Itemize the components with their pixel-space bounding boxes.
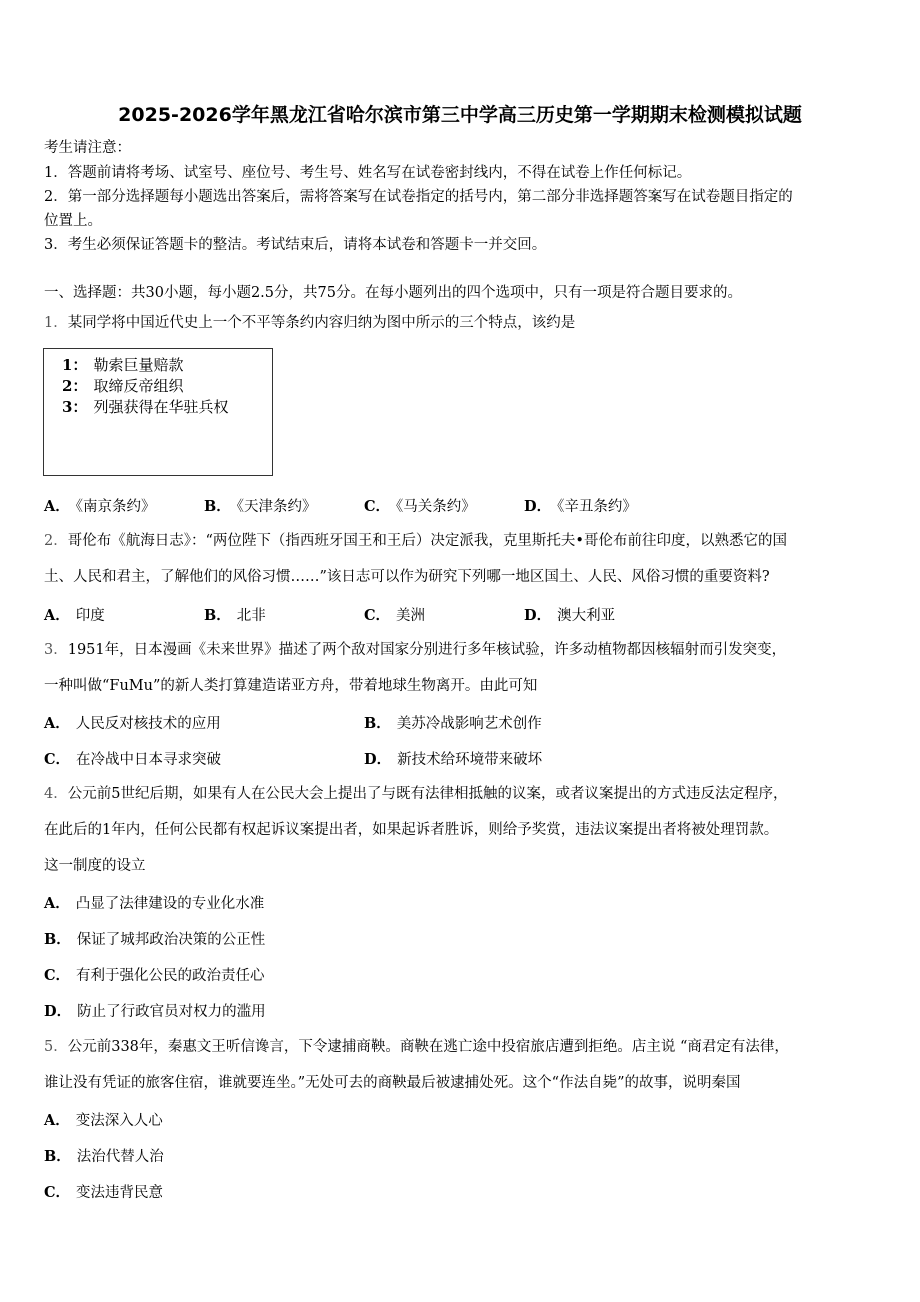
question-text: 这一制度的设立	[44, 858, 146, 874]
option-d: D． 新技术给环境带来破坏	[364, 751, 543, 768]
question-2	[44, 531, 787, 551]
question-text: 某同学将中国近代史上一个不平等条约内容归纳为图中所示的三个特点，该约是	[67, 315, 576, 331]
option-b: B． 法治代替人治	[44, 1148, 164, 1165]
notice-item: 位置上。	[44, 213, 102, 229]
question-5	[44, 1037, 789, 1057]
option-a: A． 人民反对核技术的应用	[44, 715, 221, 732]
option-d: D． 防止了行政官员对权力的滥用	[44, 1003, 266, 1020]
question-number: 5．	[44, 1039, 68, 1055]
option-c: C． 在冷战中日本寻求突破	[44, 751, 222, 768]
notice-item: 1．答题前请将考场、试室号、座位号、考生号、姓名写在试卷密封线内，不得在试卷上作任何标记。	[44, 165, 692, 181]
page-title: 2025-2026学年黑龙江省哈尔滨市第三中学高三历史第一学期期末检测模拟试题	[118, 104, 802, 126]
option-c: C． 变法违背民意	[44, 1184, 164, 1201]
option-b: B． 《天津条约》	[204, 498, 317, 515]
question-text: 1951年，日本漫画《未来世界》描述了两个敌对国家分别进行多年核试验，许多动植物都因核辐射而引发突变，	[67, 642, 787, 658]
question-4	[44, 784, 787, 804]
option-c: C． 有利于强化公民的政治责任心	[44, 967, 265, 984]
question-3	[44, 640, 786, 660]
figure-item: 1： 勒索巨量赔款	[62, 356, 184, 374]
question-text: 土、人民和君主，了解他们的风俗习惯……”该日志可以作为研究下列哪一地区国土、人民、风俗习惯的重要资料?	[44, 569, 770, 585]
notice-heading: 考生请注意：	[44, 140, 131, 156]
question-number: 4．	[44, 786, 68, 802]
notice-item: 3．考生必须保证答题卡的整洁。考试结束后，请将本试卷和答题卡一并交回。	[44, 237, 547, 253]
section-heading: 一、选择题：共30小题，每小题2.5分，共75分。在每小题列出的四个选项中，只有一项是符合题目要求的。	[44, 285, 742, 301]
option-a: A． 变法深入人心	[44, 1112, 163, 1129]
option-b: B． 保证了城邦政治决策的公正性	[44, 931, 266, 948]
option-c: C． 《马关条约》	[364, 498, 476, 515]
option-a: A． 《南京条约》	[44, 498, 156, 515]
question-number: 3．	[44, 642, 68, 658]
option-b: B． 北非	[204, 607, 266, 624]
question-text: 哥伦布《航海日志》：“两位陛下（指西班牙国王和王后）决定派我，克里斯托夫•哥伦布前往印度，以熟悉它的国	[67, 533, 787, 549]
figure-item: 2： 取缔反帝组织	[62, 377, 184, 395]
option-d: D． 《辛丑条约》	[524, 498, 637, 515]
question-text: 谁让没有凭证的旅客住宿，谁就要连坐。”无处可去的商鞅最后被逮捕处死。这个“作法自毙”的故事，说明秦国	[44, 1075, 741, 1091]
question-number: 2．	[44, 533, 68, 549]
option-b: B． 美苏冷战影响艺术创作	[364, 715, 542, 732]
option-a: A． 凸显了法律建设的专业化水准	[44, 895, 265, 912]
question-number: 1．	[44, 315, 68, 331]
option-c: C． 美洲	[364, 607, 426, 624]
question-text: 在此后的1年内，任何公民都有权起诉议案提出者，如果起诉者胜诉，则给予奖赏，违法议案提出者将被处理罚款。	[44, 822, 779, 838]
option-d: D． 澳大利亚	[524, 607, 616, 624]
question-1	[44, 313, 575, 333]
figure-item: 3： 列强获得在华驻兵权	[62, 398, 229, 416]
option-a: A． 印度	[44, 607, 105, 624]
question-text: 一种叫做“FuMu”的新人类打算建造诺亚方舟，带着地球生物离开。由此可知	[44, 678, 538, 694]
question-text: 公元前338年，秦惠文王听信谗言，下令逮捕商鞅。商鞅在逃亡途中投宿旅店遭到拒绝。店主说 “商君定有法律，	[67, 1039, 789, 1055]
notice-item: 2．第一部分选择题每小题选出答案后，需将答案写在试卷指定的括号内，第二部分非选择题答案写在试卷题目指定的	[44, 189, 793, 205]
question-figure-box	[43, 348, 273, 476]
question-text: 公元前5世纪后期，如果有人在公民大会上提出了与既有法律相抵触的议案，或者议案提出的方式违反法定程序，	[67, 786, 788, 802]
